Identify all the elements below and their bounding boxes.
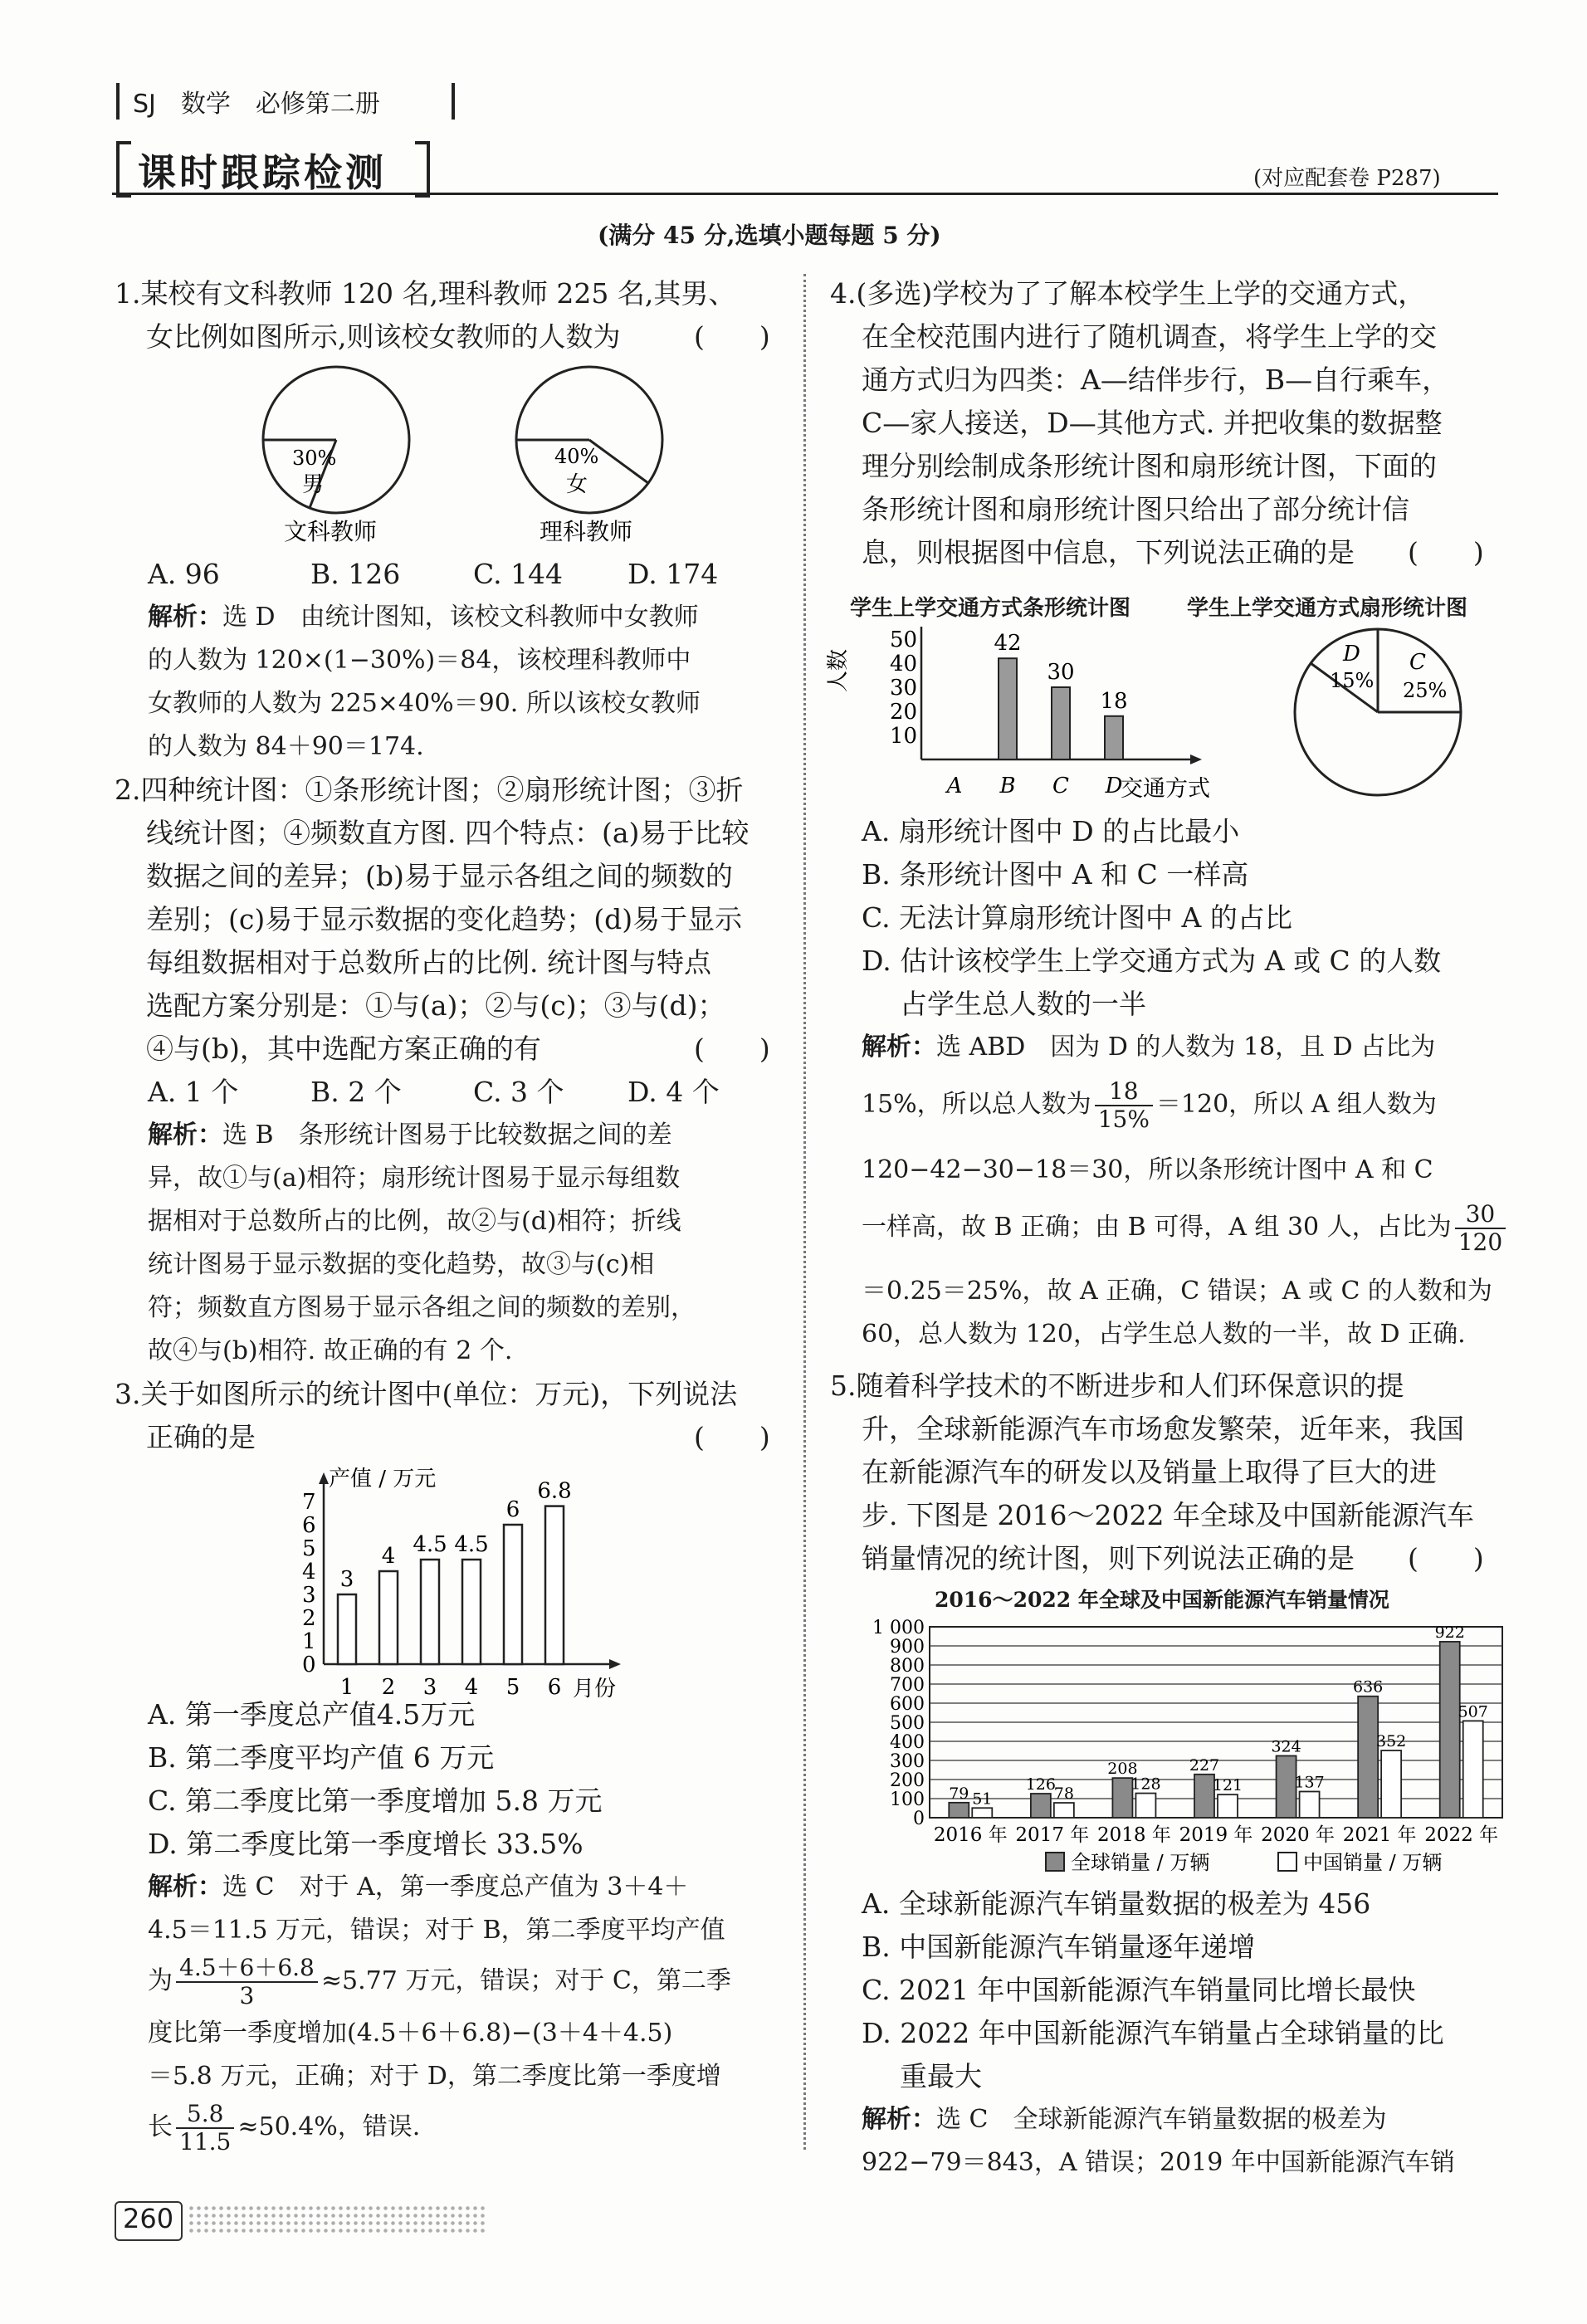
q4-line5: 理分别绘制成条形统计图和扇形统计图，下面的 — [862, 450, 1437, 482]
bar-value-label: 4.5 — [413, 1532, 447, 1557]
q5-answer-paren: ( ) — [1408, 1542, 1484, 1575]
bar-value-label: 636 — [1353, 1677, 1384, 1697]
q2-analysis-line6: 故④与(b)相符. 故正确的有 2 个. — [148, 1336, 513, 1365]
title-bracket-right — [415, 141, 430, 198]
legend-label: 全球销量 / 万辆 — [1071, 1851, 1210, 1874]
q3-analysis-line4: 度比第一季度增加(4.5＋6＋6.8)−(3＋4＋4.5) — [148, 2019, 673, 2048]
q2-option-d: D. 4 个 — [627, 1076, 720, 1108]
score-note: (满分 45 分,选填小题每题 5 分) — [598, 222, 941, 249]
y-tick-label: 900 — [890, 1637, 925, 1658]
x-axis-label: 月份 — [573, 1677, 617, 1702]
q3-line1: 3.关于如图所示的统计图中(单位：万元)，下列说法 — [115, 1378, 738, 1410]
q1-option-b: B. 126 — [310, 558, 401, 590]
q4-analysis-line2: 15%，所以总人数为 $\frac{18}{15\%}$ ＝120，所以 A 组人数为 — [862, 1077, 1437, 1133]
q5-line5: 销量情况的统计图，则下列说法正确的是 — [862, 1542, 1355, 1575]
q5-option-a: A. 全球新能源汽车销量数据的极差为 456 — [862, 1887, 1371, 1920]
bar-value-label: 30 — [1047, 660, 1075, 685]
q3-answer-paren: ( ) — [694, 1421, 770, 1453]
q2-analysis-line4: 统计图易于显示数据的变化趋势，故③与(c)相 — [148, 1250, 655, 1279]
q2-option-c: C. 3 个 — [473, 1076, 564, 1108]
q4-fraction-share: $\frac{30}{120}$ — [1455, 1201, 1506, 1256]
q4-pie-c-label: C — [1409, 650, 1426, 675]
y-tick-label: 5 — [302, 1536, 316, 1561]
bar-china — [1381, 1750, 1401, 1818]
title-bracket-left — [116, 141, 131, 198]
analysis-label: 解析： — [862, 2105, 936, 2134]
q3-bar-chart — [274, 1461, 656, 1702]
analysis-label: 解析： — [862, 1033, 936, 1062]
q2-line7: ④与(b)，其中选配方案正确的有 — [146, 1033, 541, 1065]
q2-line6: 选配方案分别是：①与(a)；②与(c)；③与(d)； — [146, 989, 725, 1022]
q2-option-a: A. 1 个 — [148, 1076, 239, 1108]
bar-value-label: 324 — [1271, 1737, 1301, 1756]
bar-china — [1300, 1791, 1320, 1818]
q2-analysis-line3: 据相对于总数所占的比例，故②与(d)相符；折线 — [148, 1207, 681, 1236]
y-tick-label: 20 — [890, 700, 918, 725]
bar-value-label: 208 — [1107, 1760, 1138, 1779]
legend-swatch — [1278, 1853, 1296, 1871]
q5-line1: 5.随着科学技术的不断进步和人们环保意识的提 — [830, 1370, 1404, 1402]
q3-option-c: C. 第二季度比第一季度增加 5.8 万元 — [148, 1784, 603, 1817]
q1-pie1-percent: 30% — [292, 447, 337, 470]
x-tick-label: 1 — [339, 1675, 354, 1700]
x-tick-label: 4 — [464, 1675, 479, 1700]
q4-pie-chart-title: 学生上学交通方式扇形统计图 — [1187, 596, 1468, 621]
x-tick-label: D — [1105, 774, 1123, 798]
section-title: 课时跟踪检测 — [138, 150, 387, 195]
q5-option-b: B. 中国新能源汽车销量逐年递增 — [862, 1931, 1256, 1963]
q1-pie2-caption: 理科教师 — [540, 518, 633, 545]
x-tick-label: 2022 年 — [1424, 1824, 1499, 1846]
q3-line2: 正确的是 — [146, 1421, 256, 1453]
q4-line1: 4.(多选)学校为了了解本校学生上学的交通方式， — [830, 277, 1426, 310]
bar-value-label: 78 — [1053, 1784, 1074, 1804]
bar — [1105, 716, 1123, 759]
x-tick-label: 2018 年 — [1096, 1824, 1171, 1846]
q1-pie1-label: 男 — [302, 472, 325, 497]
bar-value-label: 4 — [381, 1544, 396, 1569]
q5-line3: 在新能源汽车的研发以及销量上取得了巨大的进 — [862, 1456, 1437, 1488]
bar-value-label: 4.5 — [454, 1532, 489, 1557]
q4-pie-d-label: D — [1343, 642, 1360, 666]
bar — [379, 1571, 398, 1664]
x-axis-label: 交通方式 — [1121, 776, 1210, 802]
bar-china — [1054, 1803, 1074, 1818]
y-tick-label: 0 — [302, 1653, 316, 1677]
y-tick-label: 100 — [890, 1789, 925, 1810]
y-tick-label: 800 — [890, 1656, 925, 1677]
bar-value-label: 227 — [1189, 1755, 1220, 1775]
x-tick-label: 5 — [505, 1675, 520, 1700]
bar-value-label: 507 — [1458, 1702, 1488, 1721]
x-axis-arrow — [1190, 754, 1202, 764]
q2-analysis-line2: 异，故①与(a)相符；扇形统计图易于显示每组数 — [148, 1164, 681, 1193]
q5-option-d: D. 2022 年中国新能源汽车销量占全球销量的比 — [862, 2017, 1444, 2049]
bar-global — [1194, 1775, 1214, 1818]
bar — [545, 1506, 564, 1664]
x-tick-label: B — [999, 774, 1016, 798]
book-label: SJ 数学 必修第二册 — [133, 90, 380, 119]
q4-fraction-total: $\frac{18}{15\%}$ — [1095, 1078, 1153, 1133]
y-tick-label: 200 — [890, 1770, 925, 1791]
bar-value-label: 121 — [1212, 1776, 1243, 1795]
y-tick-label: 300 — [890, 1751, 925, 1772]
footer-dot-pattern — [188, 2204, 486, 2236]
y-tick-label: 4 — [302, 1560, 316, 1584]
x-tick-label: 6 — [547, 1675, 562, 1700]
x-tick-label: C — [1052, 774, 1069, 798]
q3-fraction-growth: $\frac{5.8}{11.5}$ — [176, 2101, 234, 2156]
x-tick-label: 2019 年 — [1179, 1824, 1253, 1846]
q4-bar-chart-title: 学生上学交通方式条形统计图 — [850, 596, 1131, 621]
y-tick-label: 7 — [302, 1490, 316, 1515]
q1-pie1-caption: 文科教师 — [284, 518, 378, 545]
bar-value-label: 128 — [1130, 1775, 1161, 1794]
bar-china — [972, 1808, 992, 1818]
y-tick-label: 6 — [302, 1513, 316, 1538]
q1-analysis-line3: 女教师的人数为 225×40%＝90. 所以该校女教师 — [148, 689, 701, 718]
y-tick-label: 0 — [913, 1809, 925, 1829]
column-divider — [803, 274, 806, 2150]
y-tick-label: 2 — [302, 1606, 316, 1631]
bar — [421, 1560, 439, 1664]
q5-analysis-line2: 922−79＝843，A 错误；2019 年中国新能源汽车销 — [862, 2148, 1455, 2177]
q1-analysis-line2: 的人数为 120×(1−30%)＝84，该校理科教师中 — [148, 646, 691, 675]
bar — [462, 1560, 481, 1664]
analysis-label: 解析： — [148, 1120, 222, 1150]
x-tick-label: 2020 年 — [1261, 1824, 1336, 1846]
bar-global — [949, 1803, 969, 1818]
q1-pie-charts — [249, 365, 681, 556]
bar-value-label: 6.8 — [537, 1478, 572, 1504]
bar-global — [1277, 1755, 1296, 1818]
page-number: 260 — [123, 2203, 174, 2234]
q3-analysis-line6: 长 $\frac{5.8}{11.5}$ ≈50.4%，错误. — [148, 2100, 421, 2156]
q4-option-d: D. 估计该校学生上学交通方式为 A 或 C 的人数 — [862, 945, 1442, 977]
q3-option-d: D. 第二季度比第一季度增长 33.5% — [148, 1828, 584, 1860]
analysis-label: 解析： — [148, 1872, 222, 1902]
q3-option-b: B. 第二季度平均产值 6 万元 — [148, 1741, 495, 1774]
q4-analysis-line3: 120−42−30−18＝30，所以条形统计图中 A 和 C — [862, 1155, 1433, 1184]
q3-analysis-line2: 4.5＝11.5 万元，错误；对于 B，第二季度平均产值 — [148, 1916, 725, 1945]
q2-line5: 每组数据相对于总数所占的比例. 统计图与特点 — [146, 946, 711, 979]
bar-value-label: 42 — [994, 631, 1022, 657]
q3-fraction-average: $\frac{4.5+6+6.8}{3}$ — [176, 1955, 318, 2009]
q5-option-c: C. 2021 年中国新能源汽车销量同比增长最快 — [862, 1974, 1416, 2006]
header-left-bar — [116, 83, 120, 120]
q1-analysis-line1: 解析：选 D 由统计图知，该校文科教师中女教师 — [148, 603, 699, 632]
x-tick-label: 2016 年 — [933, 1824, 1008, 1846]
q1-line1: 1.某校有文科教师 120 名,理科教师 225 名,其男、 — [115, 277, 736, 310]
q4-bar-chart — [826, 622, 1237, 802]
bar-value-label: 137 — [1294, 1773, 1325, 1792]
y-tick-label: 3 — [302, 1583, 316, 1608]
q4-line6: 条形统计图和扇形统计图只给出了部分统计信 — [862, 493, 1409, 525]
q5-analysis-line1: 解析：选 C 全球新能源汽车销量数据的极差为 — [862, 2105, 1387, 2134]
q4-option-d-cont: 占学生总人数的一半 — [900, 988, 1146, 1020]
bar-global — [1031, 1794, 1051, 1818]
bar — [1052, 687, 1070, 759]
q4-line4: C—家人接送，D—其他方式. 并把收集的数据整 — [862, 407, 1443, 439]
bar-global — [1358, 1697, 1378, 1818]
analysis-label: 解析： — [148, 603, 222, 632]
bar — [504, 1525, 522, 1664]
header-right-bar — [452, 83, 455, 120]
x-axis-arrow — [609, 1659, 621, 1669]
reference-label: (对应配套卷 P287) — [1253, 166, 1441, 191]
q1-option-a: A. 96 — [148, 558, 220, 590]
q1-line2: 女比例如图所示,则该校女教师的人数为 — [146, 320, 621, 353]
bar — [999, 658, 1017, 759]
q3-analysis-line3: 为 $\frac{4.5+6+6.8}{3}$ ≈5.77 万元，错误；对于 C，第二季 — [148, 1954, 731, 2009]
q5-line2: 升，全球新能源汽车市场愈发繁荣，近年来，我国 — [862, 1413, 1464, 1445]
q4-analysis-line4: 一样高，故 B 正确；由 B 可得，A 组 30 人，占比为 $\frac{30}{120}$ — [862, 1199, 1509, 1257]
legend-label: 中国销量 / 万辆 — [1303, 1851, 1443, 1874]
x-tick-label: 2017 年 — [1015, 1824, 1090, 1846]
y-tick-label: 40 — [890, 652, 918, 676]
y-tick-label: 1 — [302, 1629, 316, 1654]
x-tick-label: 2021 年 — [1342, 1824, 1417, 1846]
q3-option-a: A. 第一季度总产值4.5万元 — [148, 1698, 476, 1731]
bar-value-label: 126 — [1025, 1775, 1056, 1794]
bar — [338, 1594, 356, 1664]
bar-value-label: 352 — [1376, 1732, 1407, 1751]
y-tick-label: 1 000 — [872, 1618, 925, 1638]
x-tick-label: 2 — [381, 1675, 396, 1700]
bar-value-label: 51 — [972, 1789, 993, 1809]
x-tick-label: A — [946, 774, 963, 798]
bar-china — [1135, 1794, 1155, 1818]
y-axis-label: 人数 — [826, 648, 851, 692]
q2-line4: 差别；(c)易于显示数据的变化趋势；(d)易于显示 — [146, 903, 743, 935]
y-tick-label: 600 — [890, 1694, 925, 1715]
q4-option-a: A. 扇形统计图中 D 的占比最小 — [862, 815, 1240, 847]
q4-answer-paren: ( ) — [1408, 536, 1484, 569]
q3-analysis-line1: 解析：选 C 对于 A，第一季度总产值为 3＋4＋ — [148, 1872, 689, 1902]
q4-pie-chart — [1278, 622, 1477, 805]
q4-pie-d-value: 15% — [1330, 669, 1375, 692]
q2-line1: 2.四种统计图：①条形统计图；②扇形统计图；③折 — [115, 774, 744, 806]
y-axis-arrow — [319, 1472, 329, 1484]
q5-chart-title: 2016～2022 年全球及中国新能源汽车销量情况 — [935, 1588, 1389, 1612]
q1-answer-paren: ( ) — [694, 320, 770, 353]
q5-bar-chart — [847, 1610, 1511, 1884]
y-tick-label: 500 — [890, 1713, 925, 1734]
y-tick-label: 400 — [890, 1732, 925, 1753]
q3-analysis-line5: ＝5.8 万元，正确；对于 D，第二季度比第一季度增 — [148, 2062, 721, 2091]
bar-global — [1440, 1642, 1460, 1818]
q1-pie2-label: 女 — [566, 472, 588, 497]
x-tick-label: 3 — [422, 1675, 437, 1700]
q4-line2: 在全校范围内进行了随机调查，将学生上学的交 — [862, 320, 1437, 353]
q4-option-b: B. 条形统计图中 A 和 C 一样高 — [862, 858, 1249, 891]
bar-value-label: 18 — [1100, 688, 1128, 714]
q5-option-d-cont: 重最大 — [900, 2060, 982, 2092]
bar-value-label: 3 — [339, 1567, 354, 1592]
q2-line2: 线统计图；④频数直方图. 四个特点：(a)易于比较 — [146, 817, 750, 849]
q2-answer-paren: ( ) — [694, 1033, 770, 1065]
y-axis-label: 产值 / 万元 — [329, 1467, 437, 1492]
q2-analysis-line1: 解析：选 B 条形统计图易于比较数据之间的差 — [148, 1120, 672, 1150]
q4-analysis-line1: 解析：选 ABD 因为 D 的人数为 18，且 D 占比为 — [862, 1033, 1436, 1062]
q1-option-d: D. 174 — [627, 558, 719, 590]
bar-china — [1463, 1721, 1483, 1818]
q4-option-c: C. 无法计算扇形统计图中 A 的占比 — [862, 901, 1292, 934]
bar-value-label: 79 — [949, 1784, 969, 1803]
bar-value-label: 922 — [1434, 1623, 1465, 1642]
q4-line3: 通方式归为四类：A—结伴步行，B—自行乘车， — [862, 364, 1450, 396]
q2-line3: 数据之间的差异；(b)易于显示各组之间的频数的 — [146, 860, 733, 892]
q1-analysis-line4: 的人数为 84＋90＝174. — [148, 732, 424, 761]
legend-swatch — [1046, 1853, 1064, 1871]
y-tick-label: 50 — [890, 627, 918, 652]
y-tick-label: 30 — [890, 676, 918, 701]
q4-line7: 息，则根据图中信息，下列说法正确的是 — [862, 536, 1355, 569]
q2-option-b: B. 2 个 — [310, 1076, 402, 1108]
q4-analysis-line6: 60，总人数为 120，占学生总人数的一半，故 D 正确. — [862, 1320, 1466, 1349]
q4-pie-c-value: 25% — [1403, 679, 1448, 702]
q2-analysis-line5: 符；频数直方图易于显示各组之间的频数的差别， — [148, 1293, 696, 1322]
q1-pie2-percent: 40% — [554, 445, 599, 468]
bar-china — [1218, 1794, 1238, 1818]
q1-option-c: C. 144 — [473, 558, 564, 590]
y-tick-label: 700 — [890, 1675, 925, 1696]
bar-value-label: 6 — [505, 1497, 520, 1522]
q4-analysis-line5: ＝0.25＝25%，故 A 正确，C 错误；A 或 C 的人数和为 — [862, 1277, 1492, 1306]
bar-global — [1112, 1778, 1132, 1818]
q5-line4: 步. 下图是 2016～2022 年全球及中国新能源汽车 — [862, 1499, 1474, 1531]
y-tick-label: 10 — [890, 724, 918, 749]
